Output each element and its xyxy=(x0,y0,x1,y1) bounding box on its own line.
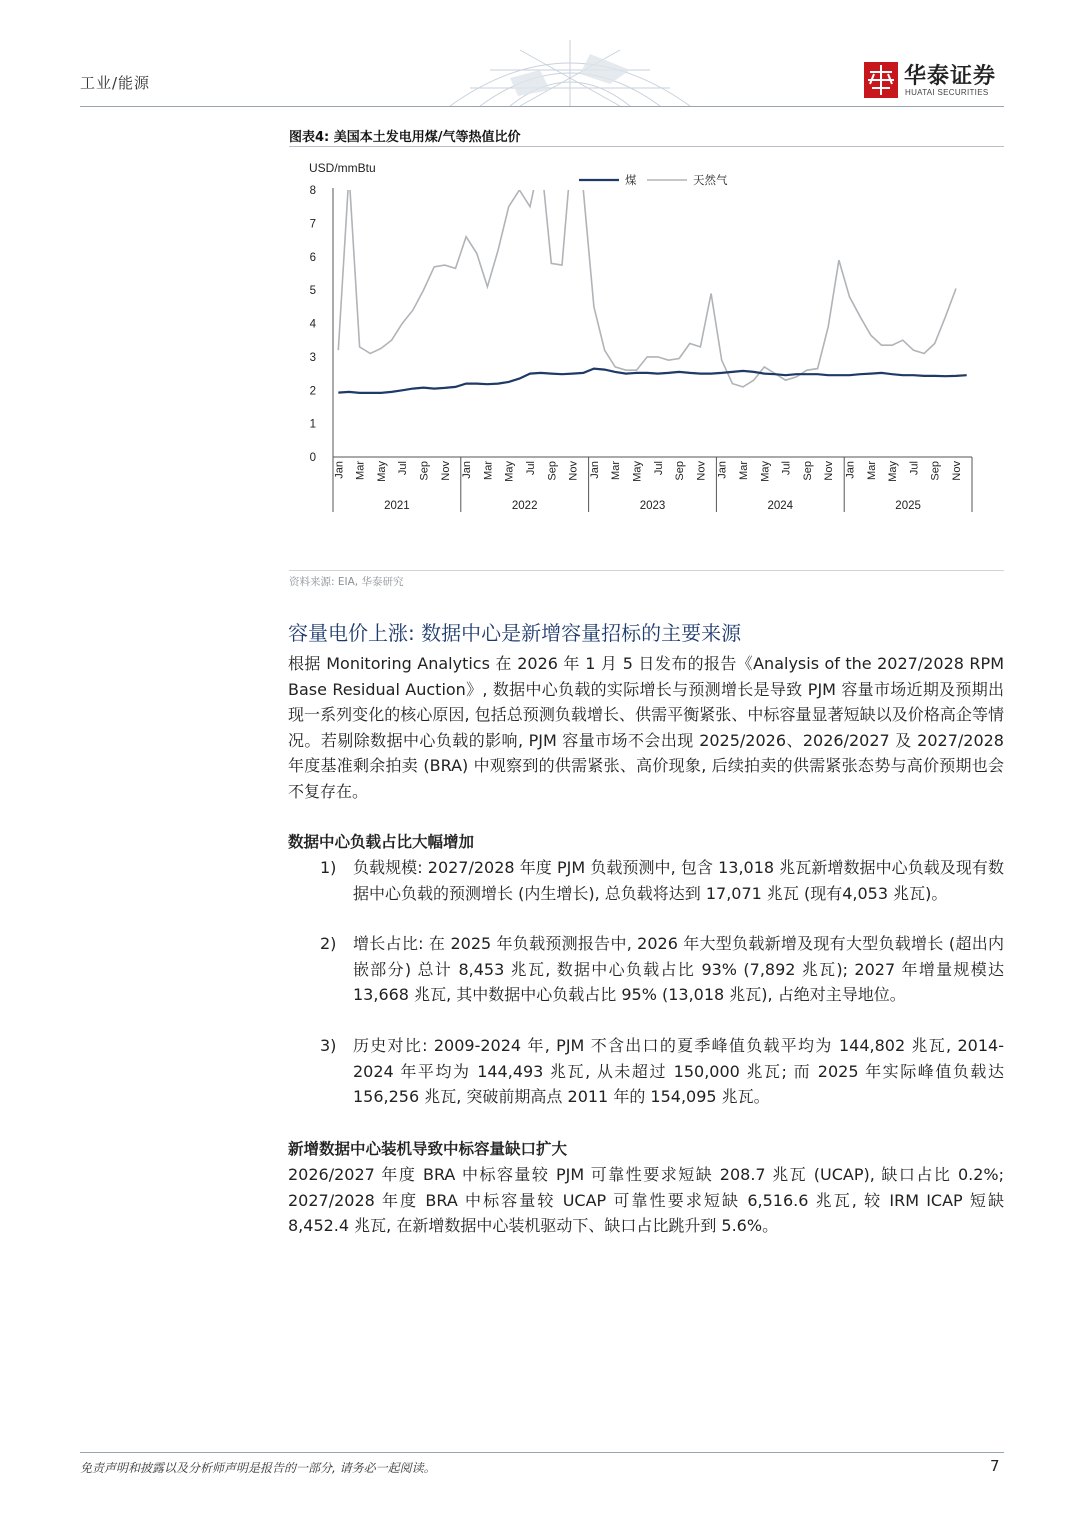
x-tick-label: Jan xyxy=(844,461,857,479)
x-tick-label: Nov xyxy=(823,461,836,481)
x-tick-label: May xyxy=(631,461,644,482)
y-tick-label: 8 xyxy=(309,185,316,197)
x-tick-label: May xyxy=(375,461,388,482)
section-title: 容量电价上涨: 数据中心是新增容量招标的主要来源 xyxy=(288,621,742,645)
page-number: 7 xyxy=(990,1457,1000,1475)
series-line-coal xyxy=(338,369,966,393)
figure-source: 资料来源: EIA, 华泰研究 xyxy=(289,576,404,588)
x-tick-label: Jan xyxy=(716,461,729,479)
y-tick-label: 1 xyxy=(309,418,316,431)
figure-title: 图表4: 美国本土发电用煤/气等热值比价 xyxy=(289,130,521,145)
coal-gas-price-chart xyxy=(289,150,1004,565)
x-tick-label: Nov xyxy=(567,461,580,481)
list-item: 增长占比: 在 2025 年负载预测报告中, 2026 年大型负载新增及现有大型负载增长 (超出内嵌部分) 总计 8,453 兆瓦, 数据中心负载占比 93% (7,892 兆瓦); 2027 年增量规模达 13,668 兆瓦, 其中数据中心负载占比 95% (13,018 兆瓦), 占绝对主导地位。 xyxy=(353,934,1004,1004)
y-tick-label: 2 xyxy=(309,385,316,398)
x-tick-label: Jul xyxy=(908,461,921,476)
year-label: 2025 xyxy=(895,500,921,512)
capacity-gap-paragraph: 2026/2027 年度 BRA 中标容量较 PJM 可靠性要求短缺 208.7 兆瓦 (UCAP), 缺口占比 0.2%; 2027/2028 年度 BRA 中标容量较 UCAP 可靠性要求短缺 6,516.6 兆瓦, 较 IRM ICAP 短缺 8,452.4 兆瓦, 在新增数据中心装机驱动下、缺口占比跳升到 5.6%。 xyxy=(288,1165,1004,1235)
x-tick-label: Nov xyxy=(951,461,964,481)
x-tick-label: May xyxy=(887,461,900,482)
header-divider xyxy=(80,106,1004,107)
x-tick-label: Jul xyxy=(780,461,793,476)
brand-name-cn: 华泰证券 xyxy=(904,64,997,89)
x-tick-label: May xyxy=(503,461,516,482)
year-label: 2024 xyxy=(767,500,794,512)
x-tick-label: Mar xyxy=(354,461,367,480)
huatai-logo-icon xyxy=(864,62,898,98)
x-tick-label: Sep xyxy=(929,461,942,481)
x-tick-label: Mar xyxy=(738,461,751,480)
y-tick-label: 6 xyxy=(309,251,316,264)
x-tick-label: Jul xyxy=(652,461,665,476)
x-tick-label: Nov xyxy=(439,461,452,481)
x-tick-label: Mar xyxy=(865,461,878,480)
subheading-capacity-gap: 新增数据中心装机导致中标容量缺口扩大 xyxy=(288,1140,568,1158)
intro-paragraph: 根据 Monitoring Analytics 在 2026 年 1 月 5 日发布的报告《Analysis of the 2027/2028 RPM Base Residual Auction》, 数据中心负载的实际增长与预测增长是导致 PJM 容量市场近期及预期出现一系列变化的核心原因, 包括总预测负载增长、供需平衡紧张、中标容量显著短缺以及价格高企等情况。若剔除数据中心负载的影响, PJM 容量市场不会出现 2025/2026、2026/2027 及 2027/2028 年度基准剩余拍卖 (BRA) 中观察到的供需紧张、高价现象, 后续拍卖的供需紧张态势与高价预期也会不复存在。 xyxy=(288,654,1004,801)
x-tick-label: Sep xyxy=(418,461,431,481)
y-tick-label: 0 xyxy=(309,452,316,464)
x-tick-label: Sep xyxy=(546,461,559,481)
footer-divider xyxy=(80,1452,1004,1453)
y-axis-label: USD/mmBtu xyxy=(309,161,376,175)
y-tick-label: 3 xyxy=(309,351,316,364)
x-tick-label: May xyxy=(759,461,772,482)
x-tick-label: Mar xyxy=(482,461,495,480)
x-tick-label: Nov xyxy=(695,461,708,481)
y-tick-label: 4 xyxy=(309,318,316,331)
x-tick-label: Jan xyxy=(588,461,601,479)
y-tick-label: 7 xyxy=(309,218,316,231)
x-tick-label: Mar xyxy=(610,461,623,480)
year-label: 2022 xyxy=(511,500,538,512)
header-category: 工业/能源 xyxy=(80,74,151,92)
x-tick-label: Sep xyxy=(801,461,814,481)
x-tick-label: Jul xyxy=(525,461,538,476)
source-divider xyxy=(289,570,1004,571)
legend-label-gas: 天然气 xyxy=(693,173,728,187)
year-label: 2023 xyxy=(639,500,666,512)
y-tick-label: 5 xyxy=(309,285,316,298)
list-item: 负载规模: 2027/2028 年度 PJM 负载预测中, 包含 13,018 兆瓦新增数据中心负载及现有数据中心负载的预测增长 (内生增长), 总负载将达到 17,071 兆瓦 (现有4,053 兆瓦)。 xyxy=(353,858,1004,903)
subheading-data-center-share: 数据中心负载占比大幅增加 xyxy=(288,833,475,851)
x-tick-label: Sep xyxy=(674,461,687,481)
x-tick-label: Jan xyxy=(461,461,474,479)
x-tick-label: Jul xyxy=(397,461,410,476)
series-line-gas xyxy=(338,150,956,387)
list-item-number: 1) xyxy=(320,858,337,877)
x-tick-label: Jan xyxy=(333,461,346,479)
legend-label-coal: 煤 xyxy=(625,173,637,187)
list-item-number: 3) xyxy=(320,1036,337,1055)
list-item: 历史对比: 2009-2024 年, PJM 不含出口的夏季峰值负载平均为 144,802 兆瓦, 2014-2024 年平均为 144,493 兆瓦, 从未超过 150,000 兆瓦; 而 2025 年实际峰值负载达 156,256 兆瓦, 突破前期高点 2011 年的 154,095 兆瓦。 xyxy=(353,1036,1004,1106)
globe-decoration xyxy=(440,40,700,106)
brand-logo xyxy=(864,62,1004,100)
brand-name-en: HUATAI SECURITIES xyxy=(905,88,989,97)
figure-title-divider xyxy=(289,146,1004,147)
year-label: 2021 xyxy=(384,500,410,512)
footer-disclaimer: 免责声明和披露以及分析师声明是报告的一部分, 请务必一起阅读。 xyxy=(80,1461,436,1475)
list-item-number: 2) xyxy=(320,934,337,953)
